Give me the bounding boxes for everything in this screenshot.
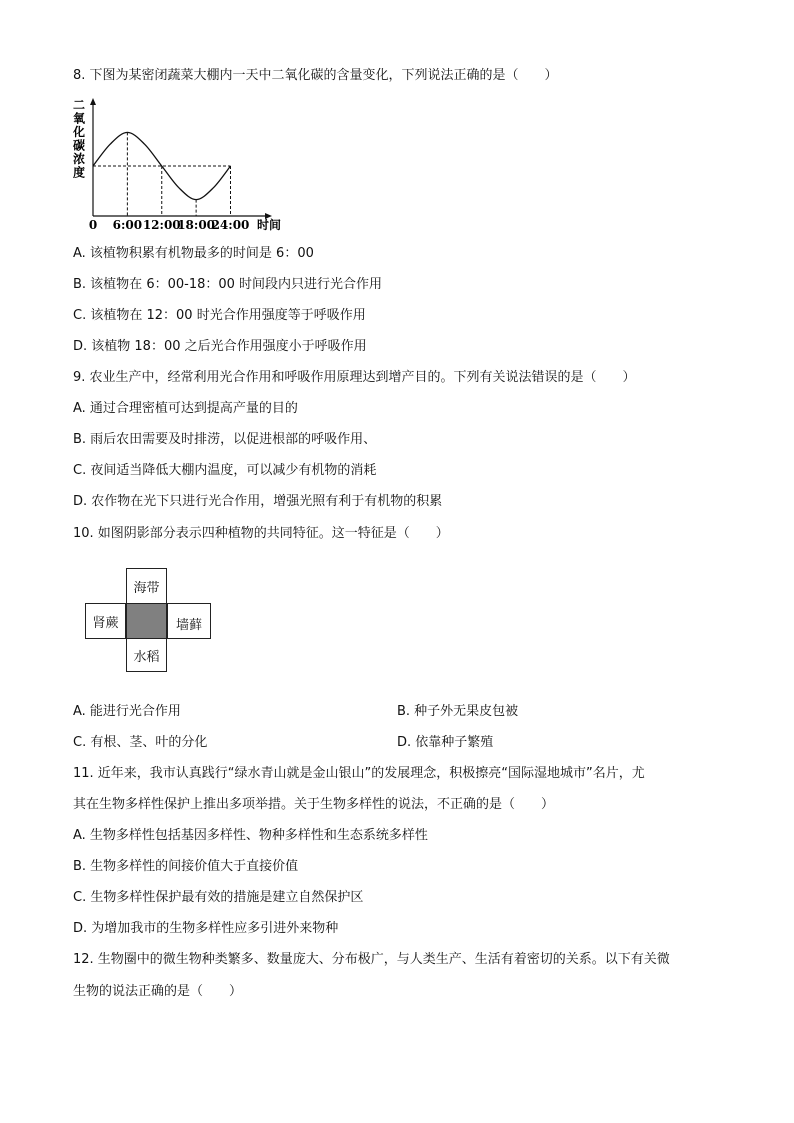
q12-stem-line2: 生物的说法正确的是（ ） — [73, 984, 243, 999]
q10-option-b: B. 种子外无果皮包被 — [397, 704, 519, 719]
q11-option-b: B. 生物多样性的间接价值大于直接价值 — [73, 859, 299, 874]
q9-stem: 9. 农业生产中，经常利用光合作用和呼吸作用原理达到增产目的。下列有关说法错误的是（ ） — [73, 370, 636, 385]
q8-option-c: C. 该植物在 12：00 时光合作用强度等于呼吸作用 — [73, 308, 366, 323]
q9-option-d: D. 农作物在光下只进行光合作用，增强光照有利于有机物的积累 — [73, 494, 443, 509]
q11-option-d: D. 为增加我市的生物多样性应多引进外来物种 — [73, 921, 339, 936]
y-axis-label-char: 浓 — [73, 152, 86, 166]
y-axis-label-char: 碳 — [73, 138, 86, 153]
q11-option-a: A. 生物多样性包括基因多样性、物种多样性和生态系统多样性 — [73, 828, 428, 843]
q9-option-c: C. 夜间适当降低大棚内温度，可以减少有机物的消耗 — [73, 463, 377, 478]
q9-option-b: B. 雨后农田需要及时排涝，以促进根部的呼吸作用、 — [73, 432, 377, 447]
co2-chart — [70, 96, 300, 236]
y-axis-label-char: 二 — [73, 98, 86, 112]
q10-stem: 10. 如图阴影部分表示四种植物的共同特征。这一特征是（ ） — [73, 526, 449, 541]
q11-option-c: C. 生物多样性保护最有效的措施是建立自然保护区 — [73, 890, 364, 905]
y-axis-label-char: 化 — [73, 125, 86, 139]
cell-bottom: 水稻 — [126, 638, 167, 672]
q12-stem-line1: 12. 生物圈中的微生物种类繁多、数量庞大、分布极广，与人类生产、生活有着密切的关系。以下有关微 — [73, 952, 670, 967]
y-axis-arrow — [90, 98, 96, 105]
q11-stem-line1: 11. 近年来，我市认真践行“绿水青山就是金山银山”的发展理念，积极擦亮“国际湿地城市”名片，尤 — [73, 766, 645, 781]
x-tick-label: 24:00 — [211, 218, 250, 232]
q8-option-d: D. 该植物 18：00 之后光合作用强度小于呼吸作用 — [73, 339, 367, 354]
q10-option-a: A. 能进行光合作用 — [73, 704, 181, 719]
x-tick-label: 6:00 — [112, 218, 143, 232]
q11-stem-line2: 其在生物多样性保护上推出多项举措。关于生物多样性的说法，不正确的是（ ） — [73, 797, 555, 812]
y-axis-label-char: 氧 — [73, 111, 86, 126]
cell-top: 海带 — [126, 568, 167, 604]
shaded-center-cell — [126, 603, 167, 639]
q10-cross-figure — [85, 568, 211, 672]
q9-option-a: A. 通过合理密植可达到提高产量的目的 — [73, 401, 298, 416]
x-tick-label: 0 — [88, 218, 98, 232]
q8-option-b: B. 该植物在 6：00-18：00 时间段内只进行光合作用 — [73, 277, 383, 292]
x-axis-label: 时间 — [257, 218, 282, 232]
x-tick-label: 12:00 — [142, 218, 181, 232]
y-axis-label-char: 度 — [73, 165, 86, 180]
q8-stem: 8. 下图为某密闭蔬菜大棚内一天中二氧化碳的含量变化，下列说法正确的是（ ） — [73, 68, 558, 83]
q8-option-a: A. 该植物积累有机物最多的时间是 6：00 — [73, 246, 314, 261]
q10-option-d: D. 依靠种子繁殖 — [397, 735, 494, 750]
cell-right: 墙藓 — [167, 603, 211, 639]
q10-option-c: C. 有根、茎、叶的分化 — [73, 735, 208, 750]
x-tick-label: 18:00 — [177, 218, 216, 232]
cell-left: 肾蕨 — [85, 603, 126, 639]
